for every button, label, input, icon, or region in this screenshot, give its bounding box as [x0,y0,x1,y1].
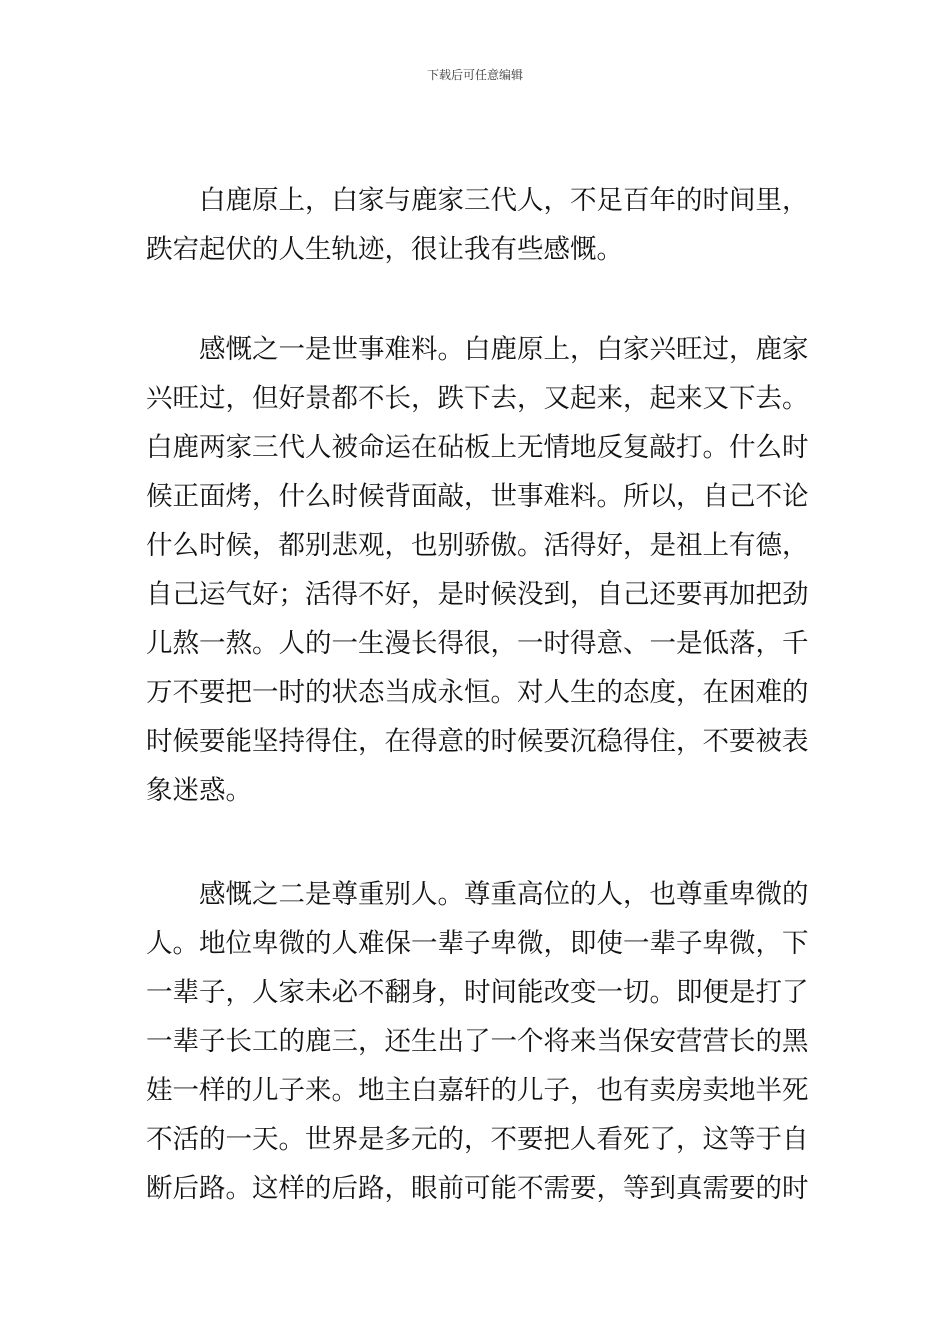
text-line: 人。地位卑微的人难保一辈子卑微，即使一辈子卑微，下 [146,928,809,959]
text-line: 感慨之一是世事难料。白鹿原上，白家兴旺过，鹿家 [199,334,809,365]
text-line: 一辈子长工的鹿三，还生出了一个将来当保安营营长的黑 [146,1026,809,1057]
paragraph-1 [146,176,809,274]
text-line: 跌宕起伏的人生轨迹，很让我有些感慨。 [146,234,623,265]
text-line: 时候要能坚持得住，在得意的时候要沉稳得住，不要被表 [146,726,809,757]
text-line: 不活的一天。世界是多元的，不要把人看死了，这等于自 [146,1124,809,1155]
text-line: 感慨之二是尊重别人。尊重高位的人，也尊重卑微的 [199,879,809,910]
paragraph-3 [146,870,809,1213]
text-line: 断后路。这样的后路，眼前可能不需要，等到真需要的时 [146,1173,809,1204]
page-header: 下载后可任意编辑 [426,68,523,82]
text-line: 娃一样的儿子来。地主白嘉轩的儿子，也有卖房卖地半死 [146,1075,809,1106]
text-line: 什么时候，都别悲观，也别骄傲。活得好，是祖上有德， [146,530,809,561]
text-line: 万不要把一时的状态当成永恒。对人生的态度，在困难的 [146,677,809,708]
text-line: 象迷惑。 [146,775,252,806]
text-line: 一辈子，人家未必不翻身，时间能改变一切。即便是打了 [146,977,809,1008]
text-line: 自己运气好；活得不好，是时候没到，自己还要再加把劲 [146,579,809,610]
text-line: 白鹿两家三代人被命运在砧板上无情地反复敲打。什么时 [146,432,809,463]
text-line: 儿熬一熬。人的一生漫长得很，一时得意、一是低落，千 [146,628,809,659]
paragraph-2 [146,325,809,815]
text-line: 白鹿原上，白家与鹿家三代人，不足百年的时间里， [199,185,809,216]
text-line: 候正面烤，什么时候背面敲，世事难料。所以，自己不论 [146,481,809,512]
text-line: 兴旺过，但好景都不长，跌下去，又起来，起来又下去。 [146,383,809,414]
